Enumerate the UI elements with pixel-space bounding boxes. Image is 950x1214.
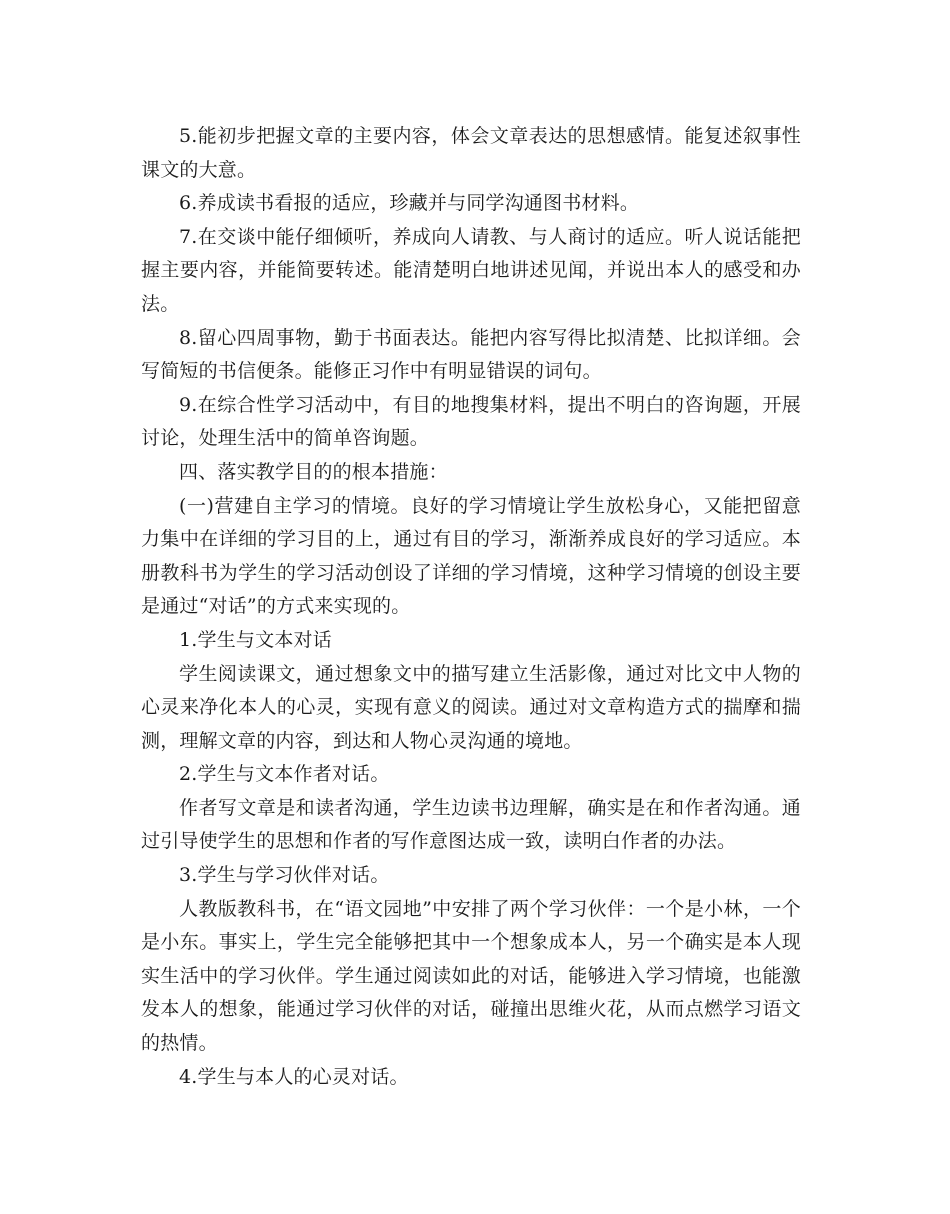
subheading-student-self-dialogue: 4.学生与本人的心灵对话。 — [179, 1065, 409, 1088]
paragraph-learning-context: (一)营建自主学习的情境。良好的学习情境让学生放松身心，又能把留意力集中在详细的学习目的上，通过有目的学习，渐渐养成良好的学习适应。本册教科书为学生的学习活动创设了详细的学习情境，这种学习情境的创设主要是通过“对话”的方式来实现的。 — [141, 494, 801, 618]
subheading-student-text-dialogue: 1.学生与文本对话 — [179, 628, 332, 651]
section-heading-measures: 四、落实教学目的的根本措施： — [179, 460, 448, 483]
paragraph-item-6: 6.养成读书看报的适应，珍藏并与同学沟通图书材料。 — [179, 192, 640, 215]
document-body — [141, 120, 801, 1094]
paragraph-student-author-dialogue: 作者写文章是和读者沟通，学生边读书边理解，确实是在和作者沟通。通过引导使学生的思想和作者的写作意图达成一致，读明白作者的办法。 — [141, 796, 801, 853]
subheading-student-author-dialogue: 2.学生与文本作者对话。 — [179, 763, 390, 786]
paragraph-student-partner-dialogue: 人教版教科书，在“语文园地”中安排了两个学习伙伴：一个是小林，一个是小东。事实上，学生完全能够把其中一个想象成本人，另一个确实是本人现实生活中的学习伙伴。学生通过阅读如此的对话，能够进入学习情境，也能激发本人的想象，能通过学习伙伴的对话，碰撞出思维火花，从而点燃学习语文的热情。 — [141, 897, 801, 1055]
paragraph-item-8: 8.留心四周事物，勤于书面表达。能把内容写得比拟清楚、比拟详细。会写简短的书信便条。能修正习作中有明显错误的词句。 — [141, 326, 801, 383]
paragraph-item-5: 5.能初步把握文章的主要内容，体会文章表达的思想感情。能复述叙事性课文的大意。 — [141, 125, 801, 181]
paragraph-item-7: 7.在交谈中能仔细倾听，养成向人请教、与人商讨的适应。听人说话能把握主要内容，并能简要转述。能清楚明白地讲述见闻，并说出本人的感受和办法。 — [141, 225, 801, 315]
paragraph-item-9: 9.在综合性学习活动中，有目的地搜集材料，提出不明白的咨询题，开展讨论，处理生活中的简单咨询题。 — [141, 393, 801, 450]
paragraph-student-text-dialogue: 学生阅读课文，通过想象文中的描写建立生活影像，通过对比文中人物的心灵来净化本人的心灵，实现有意义的阅读。通过对文章构造方式的揣摩和揣测，理解文章的内容，到达和人物心灵沟通的境地。 — [141, 662, 801, 752]
subheading-student-partner-dialogue: 3.学生与学习伙伴对话。 — [179, 864, 390, 887]
